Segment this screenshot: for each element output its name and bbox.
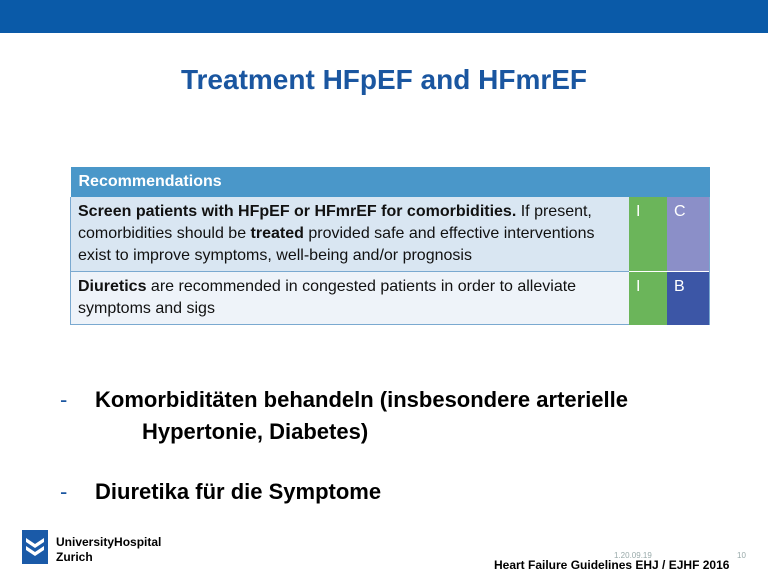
level-of-evidence: C: [667, 197, 710, 272]
bullet-text-continuation: Hypertonie, Diabetes): [142, 419, 369, 444]
recommendation-bold: Diuretics: [78, 278, 147, 295]
class-of-recommendation: I: [629, 272, 667, 325]
recommendation-text-part: If present, comorbidities should be: [78, 203, 592, 242]
recommendation-text-part: provided safe and effective interventions exist to improve symptoms, well-being and/or prognosis: [78, 225, 595, 264]
institution-name: [56, 535, 161, 565]
table-row: [71, 197, 710, 272]
bullet-dash: -: [60, 479, 68, 504]
institution-line: UniversityHospital: [56, 535, 162, 549]
footer-reference: Heart Failure Guidelines EHJ / EJHF 2016: [494, 558, 730, 572]
table-header-row: [71, 167, 710, 197]
recommendations-table: [70, 167, 710, 325]
footer-date: 1.20.09.19: [614, 551, 652, 560]
table-row: [71, 272, 710, 325]
recommendation-bold-word: treated: [250, 225, 304, 242]
level-of-evidence: B: [667, 272, 710, 325]
class-of-recommendation: I: [629, 197, 667, 272]
institution-line: Zurich: [56, 550, 93, 564]
bullet-dash: -: [60, 387, 68, 412]
table-header: Recommendations: [71, 167, 710, 197]
bullet-text: Diuretika für die Symptome: [95, 479, 382, 504]
recommendation-bold: Screen patients with HFpEF or HFmrEF for comorbidities.: [78, 203, 517, 220]
recommendation-text: [71, 272, 630, 325]
page-number: 10: [737, 551, 746, 560]
slide-title: Treatment HFpEF and HFmrEF: [180, 64, 588, 95]
bullet-text: Komorbiditäten behandeln (insbesondere arterielle: [95, 387, 628, 412]
university-hospital-logo-icon: [22, 530, 48, 564]
top-banner: [0, 0, 768, 33]
recommendation-text: [71, 197, 630, 272]
recommendation-text-part: are recommended in congested patients in order to alleviate symptoms and sigs: [78, 278, 577, 317]
